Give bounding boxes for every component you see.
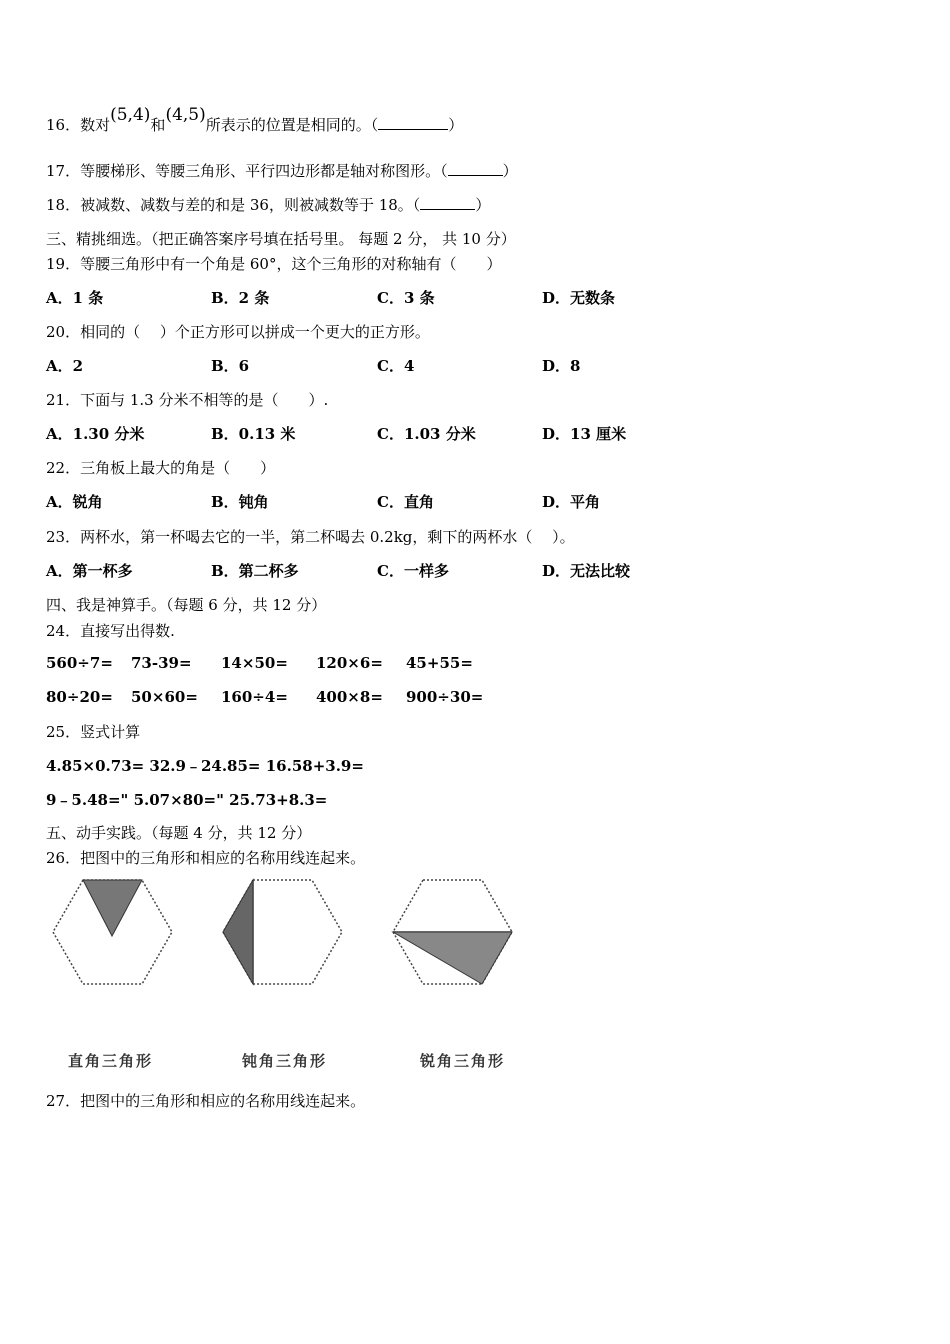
q18-text: 18．被减数、减数与差的和是 36，则被减数等于 18。（ — [46, 196, 421, 214]
question-25-stem: 25．竖式计算 — [46, 723, 141, 741]
section-4-heading: 四、我是神算手。（每题 6 分，共 12 分） — [46, 596, 327, 614]
q22-option-d[interactable]: D．平角 — [542, 493, 601, 511]
question-17 — [46, 161, 518, 181]
q23-option-a[interactable]: A．第一杯多 — [46, 562, 133, 580]
label-acute-triangle[interactable]: 锐角三角形 — [420, 1052, 506, 1070]
q24-calc-1-1: 560÷7= — [46, 654, 113, 672]
hexagon-figure-2 — [220, 878, 345, 986]
shaded-triangle-1[interactable] — [83, 880, 142, 936]
q23-option-c[interactable]: C．一样多 — [377, 562, 449, 580]
q17-answer-blank[interactable] — [448, 161, 503, 176]
q16-post: 所表示的位置是相同的。（ — [205, 116, 379, 134]
question-26-stem: 26．把图中的三角形和相应的名称用线连起来。 — [46, 849, 366, 867]
q24-calc-1-2: 73-39= — [131, 654, 192, 672]
hexagon-figure-1 — [50, 878, 175, 986]
q24-calc-1-3: 14×50= — [221, 654, 288, 672]
question-20-stem: 20．相同的（ ）个正方形可以拼成一个更大的正方形。 — [46, 323, 430, 341]
q20-option-c[interactable]: C．4 — [377, 357, 415, 375]
question-27-stem: 27．把图中的三角形和相应的名称用线连起来。 — [46, 1092, 366, 1110]
q16-coordinate-1: (5,4) — [110, 105, 151, 125]
q24-calc-2-4: 400×8= — [316, 688, 383, 706]
q24-calc-2-3: 160÷4= — [221, 688, 288, 706]
q16-answer-blank[interactable] — [378, 115, 448, 130]
shaded-triangle-3[interactable] — [393, 932, 512, 984]
q20-option-d[interactable]: D．8 — [542, 357, 581, 375]
q17-end: ） — [502, 162, 518, 180]
q24-calc-2-2: 50×60= — [131, 688, 198, 706]
question-22-stem: 22．三角板上最大的角是（ ） — [46, 459, 276, 477]
q19-option-c[interactable]: C．3 条 — [377, 289, 435, 307]
q20-option-a[interactable]: A．2 — [46, 357, 84, 375]
q23-option-b[interactable]: B．第二杯多 — [211, 562, 299, 580]
shaded-triangle-2[interactable] — [223, 880, 253, 984]
q16-mid: 和 — [150, 116, 166, 134]
q25-row-2: 9﹣5.48=" 5.07×80=" 25.73+8.3= — [46, 791, 328, 809]
q16-coordinate-2: (4,5) — [165, 105, 206, 125]
q18-answer-blank[interactable] — [420, 195, 475, 210]
q22-option-a[interactable]: A．锐角 — [46, 493, 103, 511]
question-24-stem: 24．直接写出得数. — [46, 622, 175, 640]
section-5-heading: 五、动手实践。（每题 4 分，共 12 分） — [46, 824, 312, 842]
q16-number: 16． — [46, 116, 81, 134]
q20-option-b[interactable]: B．6 — [211, 357, 250, 375]
q21-option-b[interactable]: B．0.13 米 — [211, 425, 296, 443]
q19-option-d[interactable]: D．无数条 — [542, 289, 616, 307]
q24-calc-2-1: 80÷20= — [46, 688, 113, 706]
q22-option-c[interactable]: C．直角 — [377, 493, 434, 511]
q21-option-d[interactable]: D．13 厘米 — [542, 425, 627, 443]
q24-calc-1-5: 45+55= — [406, 654, 473, 672]
q21-option-c[interactable]: C．1.03 分米 — [377, 425, 476, 443]
q19-option-a[interactable]: A．1 条 — [46, 289, 104, 307]
question-16 — [46, 105, 464, 135]
question-23-stem: 23．两杯水，第一杯喝去它的一半，第二杯喝去 0.2kg，剩下的两杯水（ ）。 — [46, 528, 575, 546]
question-19-stem: 19．等腰三角形中有一个角是 60°，这个三角形的对称轴有（ ） — [46, 255, 502, 273]
q19-option-b[interactable]: B．2 条 — [211, 289, 270, 307]
q25-row-1: 4.85×0.73= 32.9﹣24.85= 16.58+3.9= — [46, 757, 364, 775]
q18-end: ） — [475, 196, 491, 214]
section-3-heading: 三、精挑细选。（把正确答案序号填在括号里。 每题 2 分， 共 10 分） — [46, 230, 516, 248]
question-18 — [46, 195, 490, 215]
q23-option-d[interactable]: D．无法比较 — [542, 562, 631, 580]
q17-text: 17．等腰梯形、等腰三角形、平行四边形都是轴对称图形。（ — [46, 162, 448, 180]
q16-end: ） — [448, 116, 464, 134]
question-21-stem: 21．下面与 1.3 分米不相等的是（ ）. — [46, 391, 329, 409]
hexagon-figure-3 — [390, 878, 515, 986]
label-obtuse-triangle[interactable]: 钝角三角形 — [242, 1052, 328, 1070]
q24-calc-1-4: 120×6= — [316, 654, 383, 672]
q21-option-a[interactable]: A．1.30 分米 — [46, 425, 145, 443]
q24-calc-2-5: 900÷30= — [406, 688, 484, 706]
label-right-triangle[interactable]: 直角三角形 — [68, 1052, 154, 1070]
q16-pre: 数对 — [80, 116, 111, 134]
q22-option-b[interactable]: B．钝角 — [211, 493, 269, 511]
